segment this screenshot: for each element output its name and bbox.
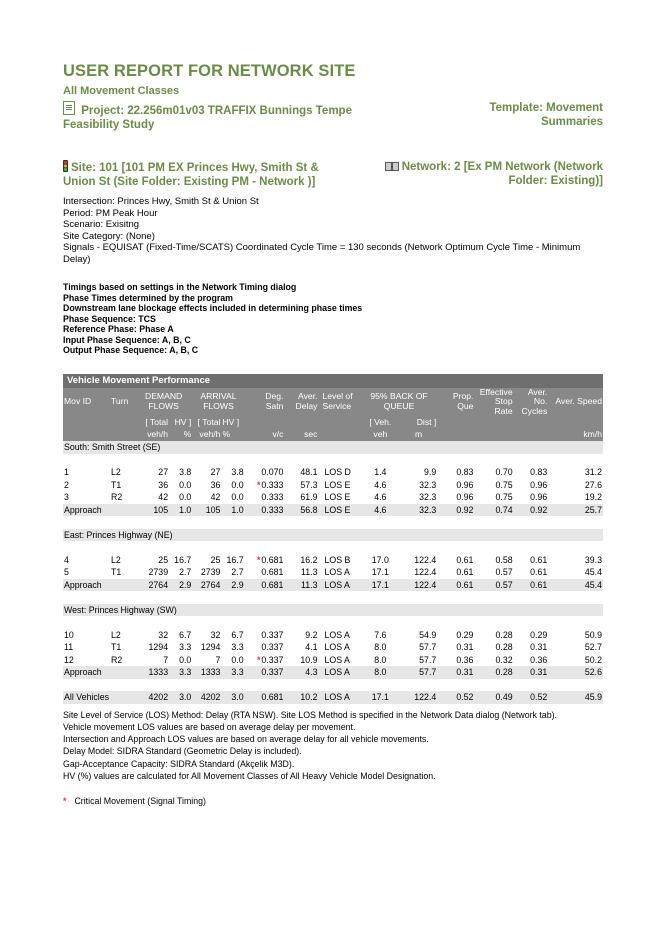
cell-prop: 0.29: [456, 629, 474, 640]
cell-spd: 45.9: [548, 691, 603, 704]
cell-delay: 11.3: [301, 567, 318, 578]
col-delay: Aver. Delay: [284, 388, 318, 417]
cell-ah: 0.0: [231, 654, 244, 665]
cell-spd: 45.4: [584, 567, 602, 578]
note-line: Vehicle movement LOS values are based on average delay per movement.: [63, 721, 356, 732]
cell-delay: 48.1: [300, 467, 318, 478]
cell-eff: 0.75: [495, 479, 513, 490]
cell-cyc: 0.31: [514, 666, 549, 679]
sub-dist: Dist ]: [400, 416, 437, 429]
cell-turn: [110, 666, 135, 679]
report-title: USER REPORT FOR NETWORK SITE: [63, 62, 356, 80]
cell-delay: 10.9: [300, 654, 318, 665]
template-label: Template: Movement Summaries: [489, 102, 603, 128]
project-name: 22.256m01v03 TRAFFIX Bunnings Tempe Feasibility Study: [63, 105, 352, 131]
cell-dt: 27: [158, 467, 169, 478]
cell-veh: 17.1: [361, 579, 400, 592]
cell-at: 2739: [200, 567, 221, 578]
cell-turn: [110, 504, 135, 517]
cell-deg-value: 0.337: [261, 654, 284, 665]
cell-los: LOS A: [324, 629, 350, 640]
cell-prop: 0.36: [456, 654, 474, 665]
cell-los: LOS A: [324, 654, 350, 665]
cell-at: 4202: [192, 691, 221, 704]
cell-dt: 2764: [135, 579, 169, 592]
cell-spd: 39.3: [584, 554, 602, 565]
cell-at: 27: [210, 467, 221, 478]
cell-dh: 6.7: [179, 629, 192, 640]
info-signals: Signals - EQUISAT (Fixed-Time/SCATS) Coordinated Cycle Time = 130 seconds (Network Optimum Cycle Time - Minimum Delay): [63, 242, 581, 265]
table-subheader-row: [63, 416, 603, 429]
cell-spd: 52.6: [548, 666, 603, 679]
unit-vehh: veh/h: [135, 429, 169, 442]
cell-eff: 0.57: [474, 579, 513, 592]
cell-id: 10: [64, 629, 74, 640]
cell-ah: 2.7: [231, 567, 244, 578]
cell-prop: 0.61: [456, 554, 474, 565]
cell-dh: 1.0: [169, 504, 192, 517]
info-category: Site Category: (None): [63, 230, 155, 242]
cell-veh: 8.0: [374, 654, 387, 665]
col-eff: Effective Stop Rate: [474, 388, 513, 417]
cell-dist: 54.9: [419, 629, 437, 640]
section-name: West: Princes Highway (SW): [63, 604, 603, 617]
critical-marker: *: [256, 654, 261, 665]
cell-ah: 16.7: [226, 554, 244, 565]
unit-m: m: [400, 429, 437, 442]
cell-dist: 57.7: [400, 666, 437, 679]
cell-deg: [245, 479, 285, 492]
report-page: [63, 62, 603, 806]
cell-at: 42: [210, 492, 221, 503]
cell-delay: 10.2: [284, 691, 318, 704]
cell-los: LOS A: [318, 666, 360, 679]
cell-prop: 0.31: [437, 666, 474, 679]
note-line: Intersection and Approach LOS values are based on average delay for all vehicle movements.: [63, 734, 429, 745]
critical-legend: [63, 796, 603, 806]
cell-cyc: 0.61: [530, 554, 548, 565]
cell-dh: 2.9: [169, 579, 192, 592]
unit-pct: %: [169, 429, 192, 442]
cell-eff: 0.28: [495, 629, 513, 640]
cell-at: 32: [210, 629, 221, 640]
cell-dh: 0.0: [179, 492, 192, 503]
cell-cyc: 0.83: [530, 467, 548, 478]
cell-dt: 36: [158, 479, 169, 490]
cell-deg: 0.681: [261, 567, 284, 578]
sub-hv: HV ]: [221, 416, 244, 429]
cell-turn: R2: [111, 654, 123, 665]
timing-line: Downstream lane blockage effects included in determining phase times: [63, 303, 363, 313]
note-line: Site Level of Service (LOS) Method: Delay (RTA NSW). Site LOS Method is specified in the Network Data dialog (Network tab).: [63, 709, 557, 720]
cell-dt: 7: [163, 654, 169, 665]
timing-info: [63, 282, 603, 356]
site-block: [63, 160, 353, 189]
document-icon: [63, 101, 75, 115]
cell-veh: 4.6: [361, 504, 400, 517]
project-block: [63, 101, 393, 132]
cell-deg: [245, 554, 285, 567]
cell-cyc: 0.29: [530, 629, 548, 640]
cell-cyc: 0.31: [530, 642, 548, 653]
table-row: [63, 554, 603, 567]
cell-ah: 3.3: [231, 642, 244, 653]
cell-prop: 0.61: [437, 579, 474, 592]
cell-spd: 19.2: [584, 492, 602, 503]
cell-eff: 0.32: [495, 654, 513, 665]
cell-veh: 4.6: [374, 479, 387, 490]
cell-prop: 0.96: [456, 492, 474, 503]
cell-veh: 8.0: [361, 666, 400, 679]
note-line: HV (%) values are calculated for All Movement Classes of All Heavy Vehicle Model Designation.: [63, 770, 436, 781]
cell-dist: 32.3: [419, 492, 437, 503]
table-row: [63, 479, 603, 492]
sub-total: [ Total: [192, 416, 221, 429]
approach-row: [63, 504, 603, 517]
sub-hv: HV ]: [169, 416, 192, 429]
cell-dt: 105: [135, 504, 169, 517]
cell-prop: 0.61: [456, 567, 474, 578]
cell-turn: [110, 691, 135, 704]
cell-los: LOS E: [318, 504, 360, 517]
timing-line: Phase Sequence: TCS: [63, 313, 156, 324]
cell-delay: 61.9: [300, 492, 318, 503]
critical-marker: *: [256, 479, 261, 490]
col-queue: 95% BACK OF QUEUE: [361, 388, 437, 417]
critical-legend-label: Critical Movement (Signal Timing): [74, 796, 206, 807]
table-units-row: [63, 429, 603, 442]
cell-at: 105: [192, 504, 221, 517]
cell-id: 4: [64, 554, 69, 565]
cell-id: 3: [64, 492, 69, 503]
cell-turn: L2: [111, 467, 121, 478]
cell-spd: 45.4: [548, 579, 603, 592]
cell-at: 36: [210, 479, 221, 490]
cell-deg: 0.681: [245, 691, 285, 704]
vehicle-movement-table: [63, 374, 603, 704]
cell-ah: 0.0: [231, 492, 244, 503]
unit-vc: v/c: [245, 429, 285, 442]
cell-deg: 0.070: [261, 467, 284, 478]
cell-prop: 0.96: [456, 479, 474, 490]
cell-dt: 25: [158, 554, 169, 565]
cell-dt: 42: [158, 492, 169, 503]
section-header-row: [63, 529, 603, 542]
section-header-row: [63, 604, 603, 617]
cell-spd: 52.7: [584, 642, 602, 653]
cell-veh: 17.0: [371, 554, 389, 565]
critical-symbol: *: [63, 796, 67, 807]
table-title: Vehicle Movement Performance: [63, 374, 603, 388]
table-row: [63, 641, 603, 654]
timing-line: Phase Times determined by the program: [63, 292, 233, 303]
cell-dt: 4202: [135, 691, 169, 704]
cell-delay: 16.2: [300, 554, 318, 565]
cell-spd: 27.6: [584, 479, 602, 490]
col-prop: Prop. Que: [437, 388, 474, 417]
cell-id: All Vehicles: [64, 692, 109, 703]
cell-cyc: 0.96: [530, 492, 548, 503]
cell-cyc: 0.61: [530, 567, 548, 578]
project-label: Project:: [81, 105, 125, 117]
cell-prop: 0.83: [456, 467, 474, 478]
cell-deg-value: 0.681: [261, 554, 284, 565]
col-demand: DEMAND FLOWS: [135, 388, 192, 417]
col-turn: Turn: [110, 388, 135, 417]
cell-delay: 56.8: [284, 504, 318, 517]
cell-turn: T1: [111, 567, 122, 578]
cell-at: 2764: [192, 579, 221, 592]
cell-dist: 32.3: [400, 504, 437, 517]
col-deg: Deg. Satn: [245, 388, 285, 417]
site-row: [63, 160, 603, 189]
cell-ah: 6.7: [231, 629, 244, 640]
cell-deg: 0.333: [261, 492, 284, 503]
cell-dh: 16.7: [174, 554, 192, 565]
cell-ah: 3.3: [221, 666, 244, 679]
cell-los: LOS A: [324, 567, 350, 578]
cell-dh: 0.0: [179, 479, 192, 490]
cell-veh: 1.4: [374, 467, 387, 478]
cell-eff: 0.75: [495, 492, 513, 503]
cell-los: LOS B: [324, 554, 351, 565]
report-subtitle: All Movement Classes: [63, 85, 180, 97]
approach-row: [63, 579, 603, 592]
cell-eff: 0.57: [495, 567, 513, 578]
section-name: East: Princes Highway (NE): [63, 529, 603, 542]
approach-row: [63, 666, 603, 679]
cell-dh: 3.3: [179, 642, 192, 653]
cell-turn: L2: [111, 629, 121, 640]
unit-vehh: veh/h: [192, 429, 221, 442]
cell-at: 1294: [200, 642, 221, 653]
col-mov: Mov ID: [63, 388, 110, 417]
cell-spd: 31.2: [584, 467, 602, 478]
cell-turn: [110, 579, 135, 592]
col-cycles: Aver. No. Cycles: [514, 388, 549, 417]
network-icon: [385, 162, 398, 170]
cell-eff: 0.28: [495, 642, 513, 653]
cell-los: LOS A: [318, 691, 360, 704]
table-row: [63, 629, 603, 642]
cell-deg: 0.681: [245, 579, 285, 592]
cell-id: 12: [64, 654, 74, 665]
network-label: Network: 2 [Ex PM Network (Network Folder: Existing)]: [401, 161, 603, 187]
cell-eff: 0.74: [474, 504, 513, 517]
sub-total: [ Total: [135, 416, 169, 429]
cell-los: LOS E: [324, 492, 351, 503]
cell-dt: 1294: [148, 642, 169, 653]
cell-dh: 2.7: [179, 567, 192, 578]
sub-veh: [ Veh.: [361, 416, 400, 429]
cell-delay: 9.2: [305, 629, 318, 640]
cell-deg: [245, 654, 285, 667]
timing-line: Timings based on settings in the Network Timing dialog: [63, 282, 297, 292]
info-period: Period: PM Peak Hour: [63, 207, 158, 219]
cell-ah: 1.0: [221, 504, 244, 517]
cell-deg: 0.337: [245, 666, 285, 679]
cell-spd: 50.2: [584, 654, 602, 665]
section-name: South: Smith Street (SE): [63, 441, 603, 454]
cell-dist: 122.4: [414, 554, 437, 565]
cell-cyc: 0.52: [514, 691, 549, 704]
cell-at: 7: [215, 654, 221, 665]
cell-eff: 0.28: [474, 666, 513, 679]
network-block: [375, 160, 603, 188]
critical-marker: *: [256, 554, 261, 565]
cell-dh: 3.0: [169, 691, 192, 704]
cell-ah: 0.0: [231, 479, 244, 490]
cell-turn: T1: [111, 642, 122, 653]
project-row: [63, 101, 603, 132]
cell-turn: L2: [111, 554, 121, 565]
note-line: Gap-Acceptance Capacity: SIDRA Standard (Akçelik M3D).: [63, 758, 295, 769]
unit-sec: sec: [284, 429, 318, 442]
cell-id: 11: [64, 642, 74, 653]
unit-veh: veh: [361, 429, 400, 442]
cell-veh: 17.1: [371, 567, 389, 578]
cell-eff: 0.70: [495, 467, 513, 478]
cell-at: 1333: [192, 666, 221, 679]
cell-prop: 0.31: [456, 642, 474, 653]
site-label: Site: 101 [101 PM EX Princes Hwy, Smith St & Union St (Site Folder: Existing PM - Network )]: [63, 162, 319, 188]
table-row: [63, 566, 603, 579]
cell-id: 1: [64, 467, 69, 478]
cell-spd: 25.7: [548, 504, 603, 517]
info-scenario: Scenario: Exisitng: [63, 219, 140, 230]
info-intersection: Intersection: Princes Hwy, Smith St & Union St: [63, 196, 259, 207]
cell-cyc: 0.92: [514, 504, 549, 517]
cell-delay: 4.1: [305, 642, 318, 653]
cell-prop: 0.92: [437, 504, 474, 517]
cell-veh: 4.6: [374, 492, 387, 503]
cell-at: 25: [210, 554, 221, 565]
cell-turn: R2: [111, 492, 123, 503]
cell-id: Approach: [63, 579, 110, 592]
cell-dh: 0.0: [179, 654, 192, 665]
cell-dist: 122.4: [414, 567, 437, 578]
cell-los: LOS A: [324, 642, 350, 653]
cell-id: 2: [64, 479, 69, 490]
cell-turn: T1: [111, 479, 122, 490]
col-speed: Aver. Speed: [548, 388, 603, 417]
cell-eff: 0.49: [474, 691, 513, 704]
timing-line: Output Phase Sequence: A, B, C: [63, 345, 199, 355]
cell-delay: 11.3: [284, 579, 318, 592]
cell-dist: 32.3: [419, 479, 437, 490]
table-row: [63, 466, 603, 479]
cell-ah: 3.0: [221, 691, 244, 704]
cell-id: 5: [64, 567, 69, 578]
cell-prop: 0.52: [437, 691, 474, 704]
cell-dist: 57.7: [419, 642, 437, 653]
cell-los: LOS E: [324, 479, 351, 490]
cell-ah: 3.8: [231, 467, 244, 478]
cell-dh: 3.3: [169, 666, 192, 679]
cell-delay: 57.3: [300, 479, 318, 490]
table-row: [63, 654, 603, 667]
cell-deg-value: 0.333: [261, 479, 284, 490]
col-arrival: ARRIVAL FLOWS: [192, 388, 244, 417]
cell-id: Approach: [63, 666, 110, 679]
cell-spd: 50.9: [584, 629, 602, 640]
unit-kmh: km/h: [548, 429, 603, 442]
cell-veh: 17.1: [361, 691, 400, 704]
cell-cyc: 0.61: [514, 579, 549, 592]
cell-veh: 8.0: [374, 642, 387, 653]
cell-dist: 9.9: [424, 467, 437, 478]
report-notes: [63, 709, 603, 783]
cell-dt: 2739: [148, 567, 169, 578]
cell-deg: 0.337: [261, 642, 284, 653]
all-vehicles-row: [63, 691, 603, 704]
section-header-row: [63, 441, 603, 454]
site-info: [63, 196, 603, 265]
cell-dist: 122.4: [400, 691, 437, 704]
cell-dt: 32: [158, 629, 169, 640]
timing-line: Reference Phase: Phase A: [63, 324, 174, 334]
col-los: Level of Service: [318, 388, 360, 417]
cell-deg: 0.333: [245, 504, 285, 517]
table-row: [63, 491, 603, 504]
cell-eff: 0.58: [495, 554, 513, 565]
cell-los: LOS D: [324, 467, 351, 478]
cell-dist: 57.7: [419, 654, 437, 665]
note-line: Delay Model: SIDRA Standard (Geometric Delay is included).: [63, 746, 302, 757]
timing-line: Input Phase Sequence: A, B, C: [63, 334, 191, 345]
cell-dh: 3.8: [179, 467, 192, 478]
cell-veh: 7.6: [374, 629, 387, 640]
cell-id: Approach: [63, 504, 110, 517]
cell-cyc: 0.96: [530, 479, 548, 490]
cell-los: LOS A: [318, 579, 360, 592]
cell-ah: 2.9: [221, 579, 244, 592]
cell-dt: 1333: [135, 666, 169, 679]
cell-dist: 122.4: [400, 579, 437, 592]
cell-deg: 0.337: [261, 629, 284, 640]
cell-delay: 4.3: [284, 666, 318, 679]
traffic-signal-icon: [63, 160, 68, 172]
table-header-row: [63, 388, 603, 417]
cell-cyc: 0.36: [530, 654, 548, 665]
unit-pct: %: [221, 429, 244, 442]
